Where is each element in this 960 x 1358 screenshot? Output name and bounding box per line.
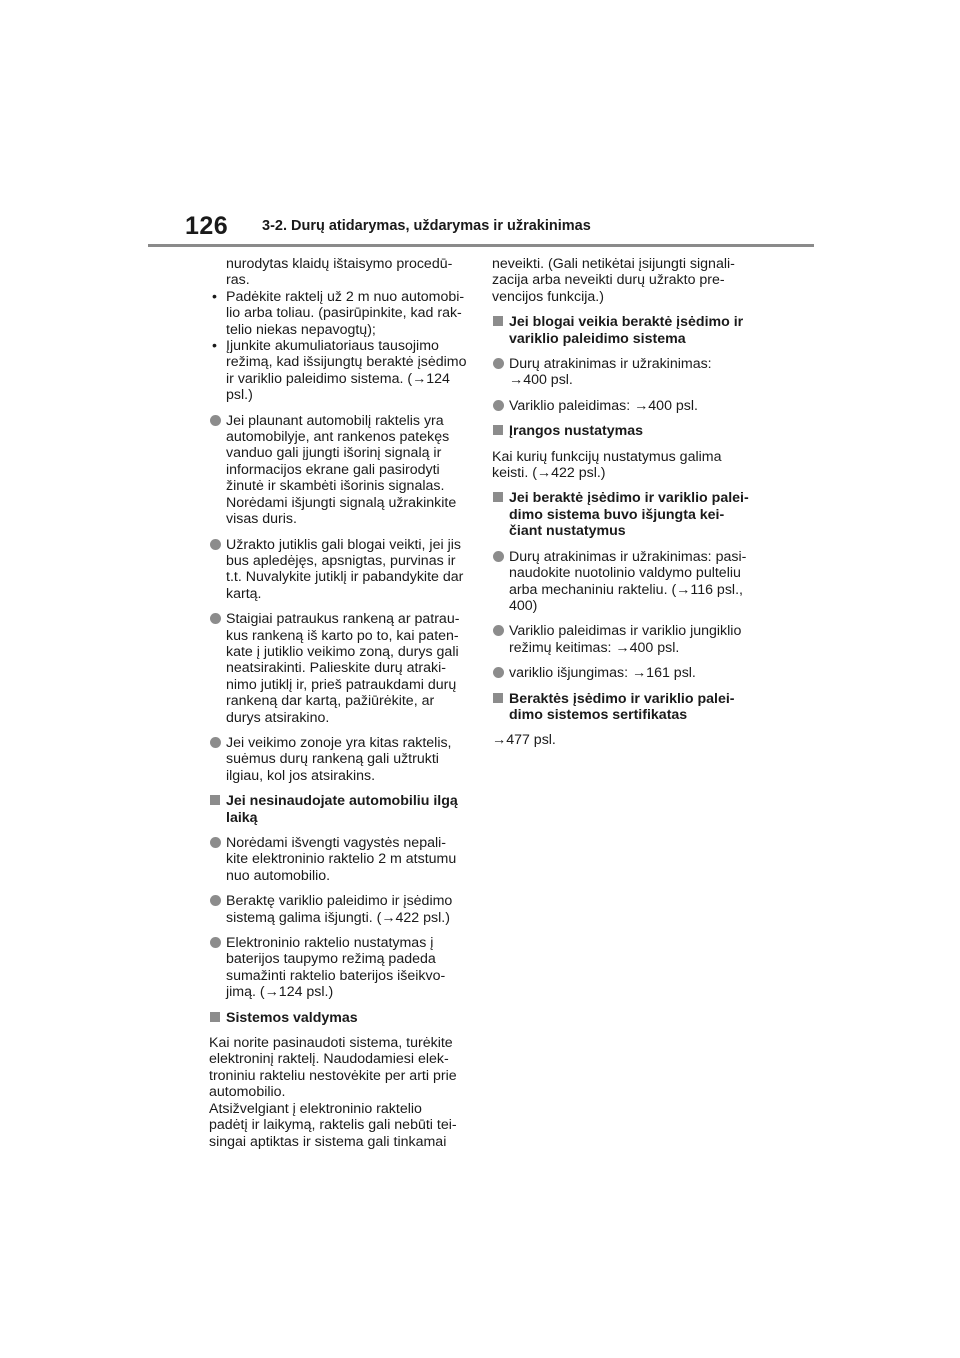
circle-bullet-icon <box>493 358 504 369</box>
circle-bullet-icon <box>210 539 221 550</box>
list-item-text: Jei veikimo zonoje yra kitas raktelis, suėmus durų rankeną gali užtrukti ilgiau, kol jos atsirakins. <box>226 734 452 784</box>
circle-bullet-icon <box>493 551 504 562</box>
right-column <box>492 256 754 758</box>
section-heading-text: Jei blogai veikia beraktė įsėdimo ir variklio paleidimo sistema <box>509 314 744 347</box>
section-heading <box>492 423 754 439</box>
page-reference: →477 psl. <box>492 732 556 749</box>
circle-bullet-icon <box>210 937 221 948</box>
circle-bullet-icon <box>493 667 504 678</box>
list-item-text: Durų atrakinimas ir užrakinimas: →400 psl. <box>509 356 712 389</box>
continued-text: nurodytas klaidų ištaisymo procedū- ras. <box>226 256 453 289</box>
sub-bullet-text: Įjunkite akumuliatoriaus tausojimo režimą, kad išsijungtų beraktė įsėdimo ir variklio paleidimo sistema. (→124 psl.) <box>226 338 467 404</box>
left-column <box>209 256 471 1159</box>
section-heading-text: Įrangos nustatymas <box>509 423 644 440</box>
square-bullet-icon <box>493 492 503 502</box>
section-heading <box>209 1010 471 1026</box>
circle-bullet-icon <box>210 895 221 906</box>
square-bullet-icon <box>493 316 503 326</box>
circle-bullet-icon <box>210 837 221 848</box>
sub-bullet <box>209 338 471 404</box>
header-rule <box>148 244 814 247</box>
list-item-text: Variklio paleidimas: →400 psl. <box>509 397 698 414</box>
list-item <box>209 413 471 528</box>
list-item <box>492 549 754 615</box>
section-heading-text: Beraktės įsėdimo ir variklio palei- dimo sistemos sertifikatas <box>509 690 735 723</box>
sub-bullet-text: Padėkite raktelį už 2 m nuo automobi- lio arba toliau. (pasirūpinkite, kad rak- telio niekas nepavogtų); <box>226 288 465 338</box>
list-item <box>492 398 754 414</box>
list-item <box>209 835 471 884</box>
list-item-text: Norėdami išvengti vagystės nepali- kite elektroninio raktelio 2 m atstumu nuo automobilio. <box>226 835 457 884</box>
page-header <box>0 0 960 250</box>
circle-bullet-icon <box>210 737 221 748</box>
bullet-dot-icon: • <box>212 288 217 305</box>
section-heading <box>492 314 754 347</box>
list-item-text: Užrakto jutiklis gali blogai veikti, jei jis bus apledėjęs, apsnigtas, purvinas ir t.t. Nuvalykite jutiklį ir pabandykite dar kartą. <box>226 536 464 602</box>
bullet-dot-icon: • <box>212 338 217 355</box>
list-item-text: Staigiai patraukus rankeną ar patrau- kus rankeną iš karto po to, kai paten- kate į jutiklio veikimo zoną, durys gali neatsirakinti. Palieskite durų atraki- nimo jutiklį ir, prieš patraukdami durų rankeną dar kartą, pažiūrėkite, ar durys atsirakino. <box>226 611 460 726</box>
list-item-text: Variklio paleidimas ir variklio jungiklio režimų keitimas: →400 psl. <box>509 623 742 656</box>
page-number: 126 <box>185 212 229 240</box>
sub-bullet <box>209 289 471 338</box>
body-text: Kai kurių funkcijų nustatymus galima keisti. (→422 psl.) <box>492 448 722 482</box>
list-item <box>492 356 754 389</box>
list-item <box>209 537 471 603</box>
section-heading-text: Jei nesinaudojate automobiliu ilgą laiką <box>226 793 458 826</box>
square-bullet-icon <box>210 1012 220 1022</box>
square-bullet-icon <box>493 425 503 435</box>
circle-bullet-icon <box>493 625 504 636</box>
list-item <box>492 623 754 656</box>
circle-bullet-icon <box>210 613 221 624</box>
body-text: Kai norite pasinaudoti sistema, turėkite elektroninį raktelį. Naudodamiesi elek- troniniu rakteliu nestovėkite per arti prie automobilio. Atsižvelgiant į elektroninio raktelio padėtį ir laikymą, raktelis gali nebūti tei- singai aptiktas ir sistema gali tinkamai <box>209 1035 457 1150</box>
circle-bullet-icon <box>210 415 221 426</box>
list-item <box>209 935 471 1001</box>
list-item-text: Durų atrakinimas ir užrakinimas: pasi- naudokite nuotolinio valdymo pulteliu arba mechaniniu rakteliu. (→116 psl., 400) <box>509 548 747 614</box>
continued-text: neveikti. (Gali netikėtai įsijungti signali- zacija arba neveikti durų užrakto pre- vencijos funkcija.) <box>492 256 735 305</box>
section-heading-text: Sistemos valdymas <box>226 1009 358 1026</box>
list-item-text: Jei plaunant automobilį raktelis yra automobilyje, ant rankenos patekęs vanduo gali įjungti išorinį signalą ir informacijos ekrane gali pasirodyti žinutė ir skambėti išorinis signalas. Norėdami išjungti signalą užrakinkite visas duris. <box>226 412 457 528</box>
section-heading <box>492 490 754 539</box>
list-item-text: variklio išjungimas: →161 psl. <box>509 665 696 682</box>
list-item-text: Beraktę variklio paleidimo ir įsėdimo sistemą galima išjungti. (→422 psl.) <box>226 893 453 926</box>
square-bullet-icon <box>493 693 503 703</box>
list-item <box>492 665 754 681</box>
circle-bullet-icon <box>493 400 504 411</box>
list-item <box>209 611 471 726</box>
square-bullet-icon <box>210 795 220 805</box>
list-item <box>209 735 471 784</box>
list-item-text: Elektroninio raktelio nustatymas į baterijos taupymo režimą padeda sumažinti raktelio baterijos išeikvo- jimą. (→124 psl.) <box>226 935 446 1001</box>
section-heading <box>209 793 471 826</box>
section-heading-text: Jei beraktė įsėdimo ir variklio palei- dimo sistema buvo išjungta kei- čiant nustatymus <box>509 490 749 540</box>
chapter-title: 3-2. Durų atidarymas, uždarymas ir užrakinimas <box>262 218 591 234</box>
list-item <box>209 893 471 926</box>
section-heading <box>492 691 754 724</box>
